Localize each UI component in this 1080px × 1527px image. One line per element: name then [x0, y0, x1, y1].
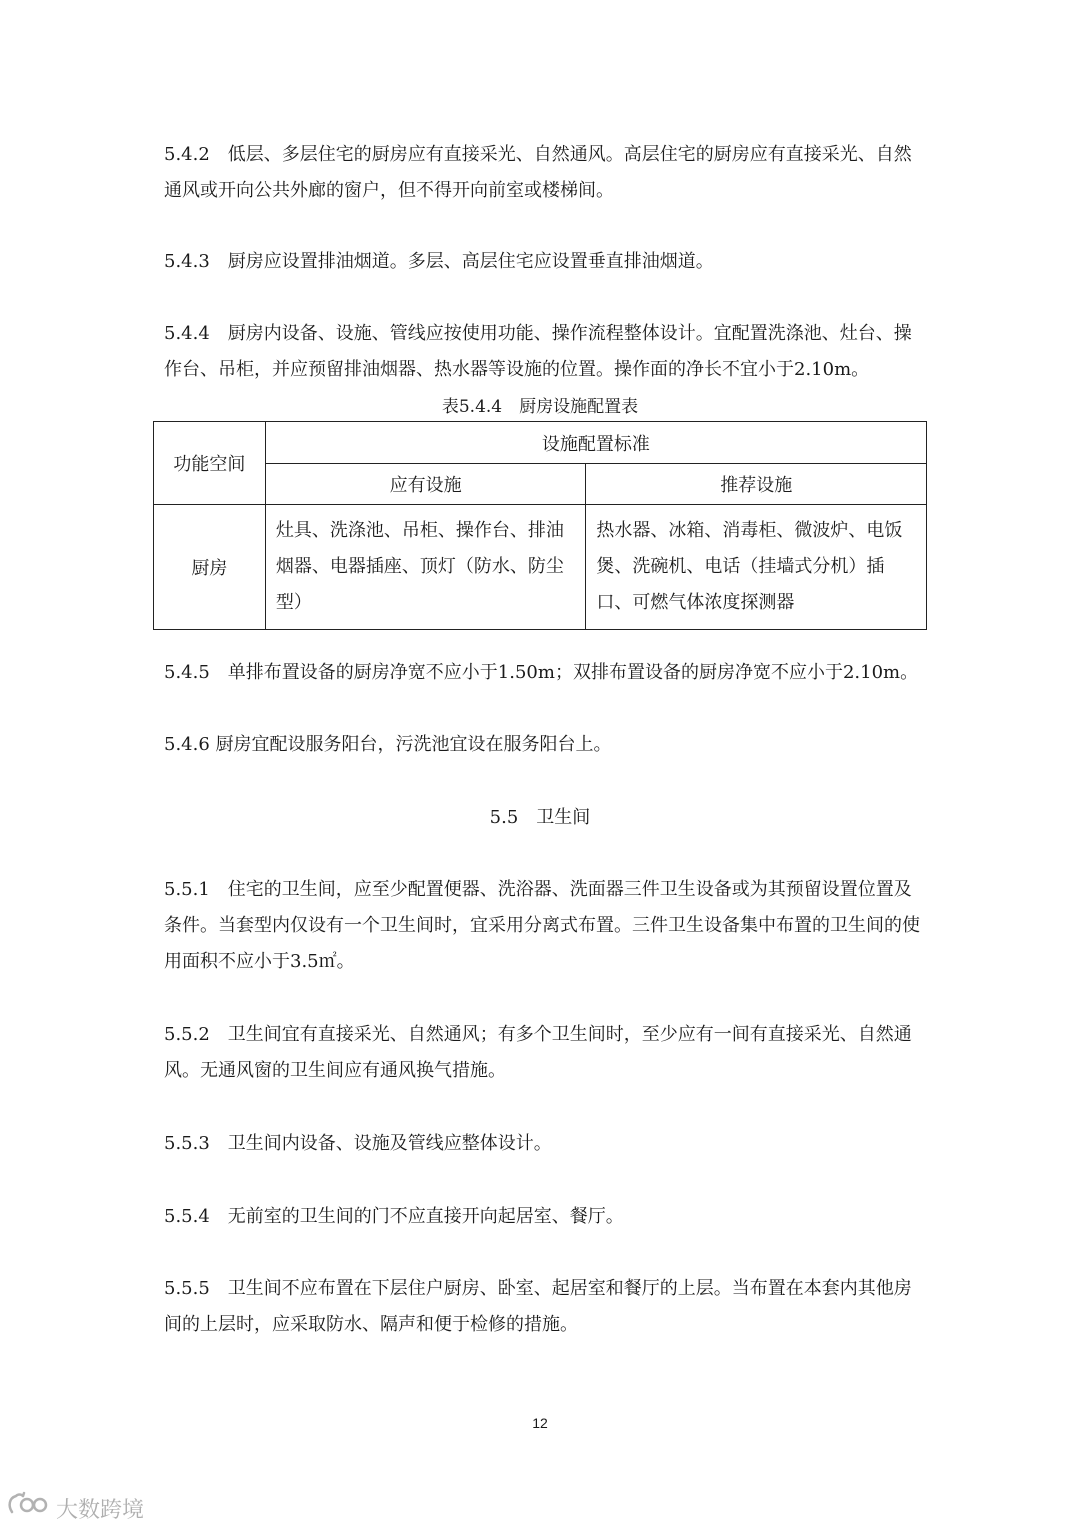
section-title: 5.5 卫生间 [489, 807, 591, 828]
paragraph-5-4-4: 5.4.4 厨房内设备、设施、管线应按使用功能、操作流程整体设计。宜配置洗涤池、灶台、操作台、吊柜，并应预留排油烟器、热水器等设施的位置。操作面的净长不宜小于2.10m。 [164, 323, 912, 380]
paragraph-5-5-3: 5.5.3 卫生间内设备、设施及管线应整体设计。 [164, 1133, 552, 1154]
paragraph-5-4-5: 5.4.5 单排布置设备的厨房净宽不应小于1.50m；双排布置设备的厨房净宽不应小于2.10m。 [164, 662, 919, 683]
table-caption: 表5.4.4 厨房设施配置表 [441, 397, 639, 417]
kitchen-facility-table [153, 421, 927, 630]
paragraph-5-4-6: 5.4.6 厨房宜配设服务阳台，污洗池宜设在服务阳台上。 [164, 734, 612, 755]
table-subheader-row [154, 464, 927, 505]
paragraph-5-5-4: 5.5.4 无前室的卫生间的门不应直接开向起居室、餐厅。 [164, 1206, 624, 1227]
header-recommended-facilities: 推荐设施 [586, 464, 927, 505]
watermark-text: 大数跨境 [56, 1497, 145, 1523]
table-row [154, 505, 927, 630]
cell-recommended-facilities: 热水器、冰箱、消毒柜、微波炉、电饭煲、洗碗机、电话（挂墙式分机）插口、可燃气体浓度探测器 [586, 505, 927, 630]
watermark [6, 1490, 144, 1526]
paragraph-5-5-1: 5.5.1 住宅的卫生间，应至少配置便器、洗浴器、洗面器三件卫生设备或为其预留设置位置及条件。当套型内仅设有一个卫生间时，宜采用分离式布置。三件卫生设备集中布置的卫生间的使用面积不应小于3.5㎡。 [164, 879, 920, 972]
cell-required-facilities: 灶具、洗涤池、吊柜、操作台、排油烟器、电器插座、顶灯（防水、防尘型） [265, 505, 586, 630]
header-facility-standard: 设施配置标准 [265, 422, 926, 464]
page-number: 12 [532, 1415, 548, 1431]
table-header-row [154, 422, 927, 464]
paragraph-5-5-2: 5.5.2 卫生间宜有直接采光、自然通风；有多个卫生间时，至少应有一间有直接采光、自然通风。无通风窗的卫生间应有通风换气措施。 [164, 1024, 912, 1081]
header-required-facilities: 应有设施 [265, 464, 586, 505]
brand-logo-icon [6, 1490, 52, 1526]
paragraph-5-4-3: 5.4.3 厨房应设置排油烟道。多层、高层住宅应设置垂直排油烟道。 [164, 251, 714, 272]
paragraph-5-5-5: 5.5.5 卫生间不应布置在下层住户厨房、卧室、起居室和餐厅的上层。当布置在本套内其他房间的上层时，应采取防水、隔声和便于检修的措施。 [164, 1278, 912, 1335]
paragraph-5-4-2: 5.4.2 低层、多层住宅的厨房应有直接采光、自然通风。高层住宅的厨房应有直接采光、自然通风或开向公共外廊的窗户，但不得开向前室或楼梯间。 [164, 144, 912, 201]
header-function-space: 功能空间 [154, 422, 266, 505]
cell-space-kitchen: 厨房 [154, 505, 266, 630]
